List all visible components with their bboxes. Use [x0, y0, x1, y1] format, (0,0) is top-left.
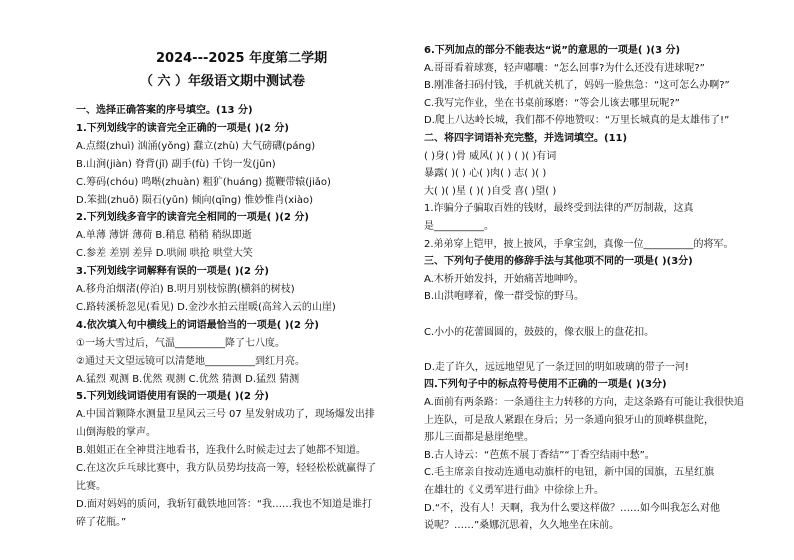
- left_lines-line: 山倒海般的掌声。: [76, 427, 156, 439]
- left_lines-line: 碎了花瓶。”: [76, 516, 127, 528]
- right_lines-line: A.哥哥看着球赛，轻声嘟囔：“怎么回事?为什么还没有进球呢?”: [424, 62, 705, 74]
- left_lines-line: C.路转溪桥忽见(看见) D.金沙水拍云崖暖(高耸入云的山崖): [76, 301, 336, 313]
- left_lines-line: A.中国首颗降水测量卫星风云三号 07 星发射成功了，现场爆发出排: [76, 409, 375, 421]
- right_lines-line: 三、下列句子使用的修辞手法与其他项不同的一项是( )(3分): [424, 256, 693, 268]
- left_lines-line: D.笨拙(zhuō) 陨石(yǔn) 倾向(qīng) 惟妙惟肖(xiào): [76, 194, 314, 206]
- left_lines-line: ②通过天文望远镜可以清楚地__________到红月亮。: [76, 355, 305, 367]
- right_lines-line: 1.诈骗分子骗取百姓的钱财，最终受到法律的严厉制裁，这真: [424, 203, 694, 215]
- left_lines-line: B.姐姐正在全神贯注地看书，连我什么时候走过去了她都不知道。: [76, 445, 367, 457]
- right_lines-line: 四.下列句子中的标点符号使用不正确的一项是( )(3分): [424, 379, 667, 391]
- right_lines-line: 暴露( )( ) 心( )肉( ) 志( )( ): [424, 168, 547, 180]
- right_lines-line: 那儿三面都是悬崖绝壁。: [424, 432, 534, 444]
- right_lines-line: C.毛主席亲自按动连通电动旗杆的电钮，新中国的国旗，五星红旗: [424, 467, 715, 479]
- left_lines-line: 比赛。: [76, 480, 106, 492]
- right_lines-line: B.古人诗云：“芭蕉不展丁香结”“丁香空结雨中愁”。: [424, 449, 655, 461]
- left_lines-line: A.单薄 薄饼 薄荷 B.稍息 稍稍 稍纵即逝: [76, 230, 252, 242]
- right_lines-line: 是__________。: [424, 221, 494, 232]
- right_lines-line: C.小小的花蕾圆圆的，鼓鼓的，像衣服上的盘花扣。: [424, 326, 655, 338]
- right_lines-line: 上连队，可是敌人紧跟在身后；另一条通向狼牙山的顶峰棋盘陀，: [424, 414, 714, 426]
- right_lines-line: D.“不，没有人！天啊，我为什么要这样做？……如今叫我怎么对他: [424, 502, 721, 514]
- right_lines-line: 在雄壮的《义勇军进行曲》中徐徐上升。: [424, 485, 604, 496]
- left_lines-line: 4.依次填入句中横线上的词语最恰当的一项是( )(2 分): [76, 319, 319, 331]
- right_lines-line: A.木桥开始发抖，开始痛苦地呻吟。: [424, 273, 584, 285]
- right_lines-line: B.山洪咆哮着，像一群受惊的野马。: [424, 291, 585, 303]
- left_lines-line: A.猛烈 观测 B.优然 观测 C.优然 猜测 D.猛烈 猜测: [76, 373, 300, 385]
- left_lines-line: A.移舟泊烟渚(停泊) B.明月别枝惊鹊(横斜的树枝): [76, 284, 295, 295]
- exam-title-grade: （ 六 ）年级语文期中测试卷: [140, 74, 306, 89]
- left_lines-line: D.面对妈妈的质问，我斩钉截铁地回答：“我……我也不知道是谁打: [76, 498, 373, 510]
- right_lines-line: D.爬上八达岭长城，我们都不停地赞叹：“万里长城真的是太雄伟了!”: [424, 115, 730, 127]
- right_lines-line: B.刚准备扫码付钱，手机就关机了，妈妈一脸焦急：“这可怎么办啊?”: [424, 80, 730, 92]
- left_lines-line: 1.下列划线字的读音完全正确的一项是( )(2 分): [76, 122, 289, 134]
- right_lines-line: C.我写完作业，坐在书桌前琢磨：“等会儿该去哪里玩呢?”: [424, 97, 680, 109]
- right_lines-line: 大( )( )星 ( )( )自受 喜( )望( ): [424, 185, 557, 197]
- left_lines-line: C.参差 差别 差异 D.哄闹 哄抢 哄堂大笑: [76, 248, 253, 260]
- left_lines-line: 5.下列划线词语使用有误的一项是( )(2 分): [76, 391, 269, 403]
- exam-title-year: 2024---2025 年度第二学期: [156, 51, 328, 66]
- left_lines-line: C.筹码(chóu) 鸣啭(zhuàn) 粗犷(huáng) 揽鞭带辕(jiǎo): [76, 176, 331, 188]
- left_lines-line: 2.下列划线多音字的读音完全相同的一项是( )(2 分): [76, 212, 309, 224]
- right_lines-line: A.面前有两条路：一条通往主力转移的方向，走这条路有可能让我很快追: [424, 397, 744, 408]
- right_lines-line: 说呢？……”桑娜沉思着，久久地坐在床前。: [424, 520, 620, 532]
- left_lines-line: B.山涧(jiàn) 脊背(jǐ) 副手(fù) 千钧一发(jūn): [76, 158, 276, 170]
- right_lines-line: 2.弟弟穿上铠甲，披上披风，手拿宝剑，真像一位__________的将军。: [424, 238, 734, 250]
- right_lines-line: 二、将四字词语补充完整，并选词填空。(11): [424, 133, 628, 144]
- left_lines-line: 一、选择正确答案的序号填空。(13 分): [76, 105, 253, 116]
- left_lines-line: A.点缀(zhuì) 汹涌(yǒng) 蠢立(zhù) 大气磅礴(páng): [76, 140, 316, 152]
- left_lines-line: ①一场大雪过后，气温__________降了七八度。: [76, 337, 285, 349]
- left_lines-line: C.在这次乒乓球比赛中，我方队员势均技高一筹，轻轻松松就赢得了: [76, 463, 377, 474]
- right_lines-line: D.走了许久，远远地望见了一条迂回的明如玻璃的带子一河!: [424, 361, 689, 373]
- right_lines-line: ( )身( )骨 威风( )( ) ( )( )有词: [424, 150, 557, 162]
- right_lines-line: 6.下列加点的部分不能表达“说”的意思的一项是( )(3 分): [424, 45, 681, 56]
- left_lines-line: 3.下列划线字词解释有误的一项是( )(2 分): [76, 266, 269, 278]
